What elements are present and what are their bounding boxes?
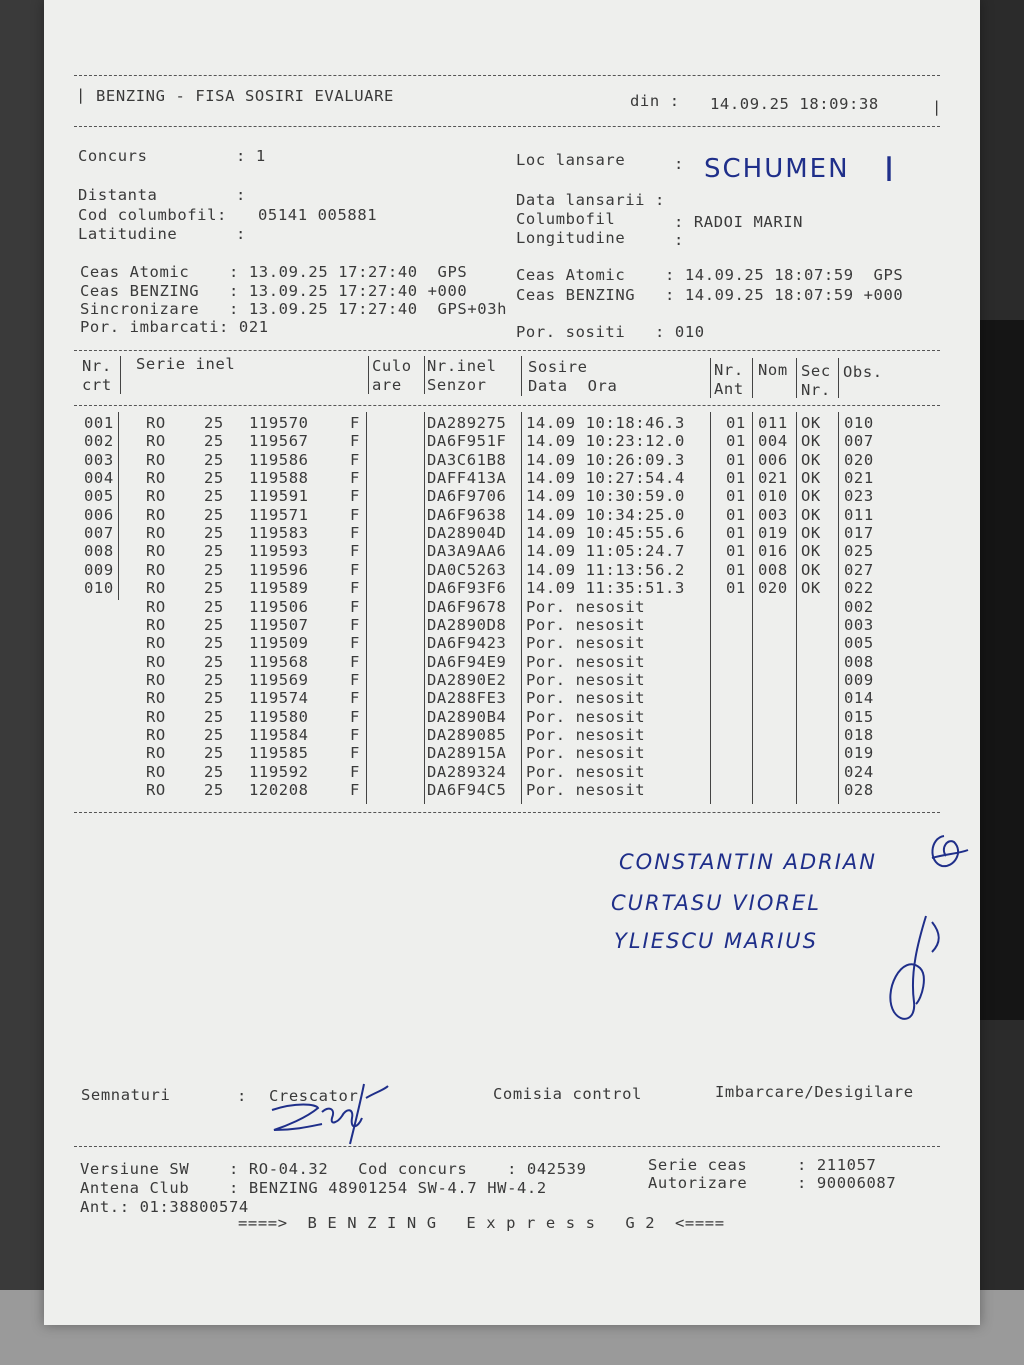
row-antenna: 01 (726, 469, 746, 488)
row-sex: F (350, 524, 360, 543)
row-crt: 005 (84, 487, 114, 506)
row-arrival: 14.09 10:27:54.4 (526, 469, 685, 488)
row-ring-number: 119574 (249, 689, 309, 708)
row-country: RO (146, 432, 166, 451)
header-bar-right: | (932, 98, 942, 116)
row-obs: 010 (844, 414, 874, 432)
row-security: OK (801, 432, 821, 451)
row-ring-number: 119593 (249, 542, 309, 561)
cod-columbofil-label: Cod columbofil: (78, 206, 227, 224)
col-sec: Sec (801, 362, 831, 380)
row-sensor: DA289085 (427, 725, 507, 744)
row-obs: 003 (844, 615, 874, 634)
row-security: OK (801, 560, 821, 579)
row-sensor: DA288FE3 (427, 689, 507, 708)
row-obs: 017 (844, 524, 874, 543)
footer-serie-ceas: Serie ceas : 211057 (648, 1156, 877, 1174)
background-left (0, 0, 48, 1365)
col-separator (710, 358, 711, 398)
row-antenna: 01 (726, 505, 746, 524)
row-obs: 023 (844, 487, 874, 506)
col-nr-ant: Nr. (714, 361, 744, 379)
row-country: RO (146, 725, 166, 744)
row-crt: 007 (84, 524, 114, 543)
row-arrival: 14.09 10:45:55.6 (526, 524, 685, 543)
latitudine-colon: : (236, 225, 246, 243)
col-separator (368, 356, 369, 394)
row-ring-number: 119592 (249, 762, 309, 781)
col-separator (424, 356, 425, 394)
col-obs: Obs. (843, 363, 883, 381)
row-arrival: 14.09 10:30:59.0 (526, 487, 685, 506)
row-arrival: Por. nesosit (526, 762, 646, 781)
row-year: 25 (204, 414, 224, 432)
table-row (44, 653, 980, 671)
divider (74, 126, 940, 127)
divider (74, 350, 940, 351)
divider (74, 1146, 940, 1147)
row-obs: 027 (844, 560, 874, 579)
row-obs: 002 (844, 597, 874, 616)
row-obs: 022 (844, 579, 874, 598)
row-country: RO (146, 505, 166, 524)
table-row (44, 469, 980, 487)
row-crt: 010 (84, 579, 114, 598)
row-obs: 007 (844, 432, 874, 451)
row-sex: F (350, 762, 360, 781)
row-arrival: Por. nesosit (526, 689, 646, 708)
ceas-atomic-left: Ceas Atomic : 13.09.25 17:27:40 GPS (80, 263, 468, 281)
row-arrival: Por. nesosit (526, 615, 646, 634)
row-obs: 018 (844, 725, 874, 744)
date-value: 14.09.25 18:09:38 (710, 95, 879, 113)
row-ring-number: 119506 (249, 597, 309, 616)
footer-brand: ====> B E N Z I N G E x p r e s s G 2 <==== (238, 1214, 725, 1232)
row-arrival: 14.09 11:13:56.2 (526, 560, 685, 579)
latitudine-label: Latitudine (78, 225, 178, 243)
row-country: RO (146, 469, 166, 488)
row-year: 25 (204, 505, 224, 524)
row-obs: 014 (844, 689, 874, 708)
crescator-label: Crescator (269, 1087, 359, 1105)
col-separator (120, 356, 121, 394)
row-crt: 003 (84, 450, 114, 469)
row-year: 25 (204, 450, 224, 469)
row-ring-number: 119586 (249, 450, 309, 469)
col-ant: Ant (714, 380, 744, 398)
row-arrival: 14.09 10:34:25.0 (526, 505, 685, 524)
row-year: 25 (204, 524, 224, 543)
concurs-value: : 1 (236, 147, 266, 165)
row-nominal: 008 (758, 560, 788, 579)
col-separator (521, 356, 522, 396)
row-sex: F (350, 469, 360, 488)
col-nr-inel: Nr.inel (427, 357, 497, 375)
row-year: 25 (204, 615, 224, 634)
row-sensor: DA6F9706 (427, 487, 507, 506)
row-obs: 021 (844, 469, 874, 488)
row-arrival: 14.09 10:23:12.0 (526, 432, 685, 451)
row-sensor: DAFF413A (427, 469, 507, 488)
row-antenna: 01 (726, 414, 746, 432)
ceas-benzing-right: Ceas BENZING : 14.09.25 18:07:59 +000 (516, 286, 904, 304)
row-obs: 005 (844, 634, 874, 653)
row-antenna: 01 (726, 487, 746, 506)
semnaturi-label: Semnaturi (81, 1086, 171, 1104)
table-row (44, 432, 980, 450)
row-sensor: DA6F9423 (427, 634, 507, 653)
col-senzor: Senzor (427, 376, 487, 394)
row-sensor: DA6F951F (427, 432, 507, 451)
table-row (44, 708, 980, 726)
row-ring-number: 119589 (249, 579, 309, 598)
col-culoare-2: are (372, 376, 402, 394)
row-ring-number: 119596 (249, 560, 309, 579)
col-data-ora: Data Ora (528, 377, 618, 395)
row-sex: F (350, 652, 360, 671)
row-sensor: DA6F9638 (427, 505, 507, 524)
row-arrival: Por. nesosit (526, 781, 646, 799)
row-nominal: 010 (758, 487, 788, 506)
loc-lansare-handwritten-suffix: I (884, 150, 897, 190)
row-sensor: DA2890D8 (427, 615, 507, 634)
row-sex: F (350, 597, 360, 616)
row-obs: 015 (844, 707, 874, 726)
row-crt: 009 (84, 560, 114, 579)
row-sex: F (350, 670, 360, 689)
row-obs: 009 (844, 670, 874, 689)
col-serie-inel: Serie inel (136, 355, 236, 373)
row-antenna: 01 (726, 542, 746, 561)
row-ring-number: 119591 (249, 487, 309, 506)
row-year: 25 (204, 744, 224, 763)
row-security: OK (801, 505, 821, 524)
table-row (44, 506, 980, 524)
crescator-signature (266, 1078, 396, 1150)
row-country: RO (146, 634, 166, 653)
row-security: OK (801, 469, 821, 488)
row-crt: 001 (84, 414, 114, 432)
row-sex: F (350, 487, 360, 506)
row-sex: F (350, 450, 360, 469)
row-country: RO (146, 615, 166, 634)
row-year: 25 (204, 707, 224, 726)
footer-antena-id: Ant.: 01:38800574 (80, 1198, 249, 1216)
row-year: 25 (204, 725, 224, 744)
row-obs: 008 (844, 652, 874, 671)
row-year: 25 (204, 579, 224, 598)
columbofil-value: : RADOI MARIN (674, 213, 804, 231)
row-antenna: 01 (726, 560, 746, 579)
columbofil-label: Columbofil (516, 210, 616, 228)
row-country: RO (146, 487, 166, 506)
row-security: OK (801, 579, 821, 598)
col-nom: Nom (758, 361, 788, 379)
row-sex: F (350, 505, 360, 524)
row-ring-number: 119507 (249, 615, 309, 634)
row-sex: F (350, 707, 360, 726)
row-ring-number: 119585 (249, 744, 309, 763)
row-sex: F (350, 542, 360, 561)
row-sensor: DA6F9678 (427, 597, 507, 616)
row-ring-number: 120208 (249, 781, 309, 799)
handwritten-name-1: CONSTANTIN ADRIAN (619, 850, 878, 874)
row-obs: 011 (844, 505, 874, 524)
row-year: 25 (204, 670, 224, 689)
concurs-label: Concurs (78, 147, 148, 165)
row-antenna: 01 (726, 450, 746, 469)
divider (74, 405, 940, 406)
table-row (44, 781, 980, 799)
row-sensor: DA28915A (427, 744, 507, 763)
imbarcare-label: Imbarcare/Desigilare (715, 1083, 914, 1101)
row-year: 25 (204, 469, 224, 488)
row-country: RO (146, 414, 166, 432)
row-sensor: DA2890E2 (427, 670, 507, 689)
printed-sheet (44, 0, 980, 1325)
loc-lansare-label: Loc lansare (516, 151, 626, 169)
row-year: 25 (204, 781, 224, 799)
row-ring-number: 119568 (249, 652, 309, 671)
table-row (44, 542, 980, 560)
row-country: RO (146, 652, 166, 671)
row-country: RO (146, 597, 166, 616)
row-obs: 024 (844, 762, 874, 781)
row-sex: F (350, 579, 360, 598)
row-country: RO (146, 689, 166, 708)
porumbei-sositi: Por. sositi : 010 (516, 323, 705, 341)
row-ring-number: 119509 (249, 634, 309, 653)
table-row (44, 561, 980, 579)
distanta-colon: : (236, 186, 246, 204)
row-obs: 025 (844, 542, 874, 561)
row-arrival: 14.09 10:26:09.3 (526, 450, 685, 469)
table-row (44, 616, 980, 634)
row-nominal: 019 (758, 524, 788, 543)
row-arrival: 14.09 11:05:24.7 (526, 542, 685, 561)
row-antenna: 01 (726, 432, 746, 451)
row-security: OK (801, 487, 821, 506)
row-ring-number: 119571 (249, 505, 309, 524)
row-antenna: 01 (726, 579, 746, 598)
row-arrival: Por. nesosit (526, 634, 646, 653)
signature-mark-1 (924, 832, 970, 874)
sincronizare-left: Sincronizare : 13.09.25 17:27:40 GPS+03h (80, 300, 508, 318)
row-country: RO (146, 707, 166, 726)
footer-autorizare: Autorizare : 90006087 (648, 1174, 897, 1192)
row-year: 25 (204, 762, 224, 781)
data-lansarii-label: Data lansarii : (516, 191, 665, 209)
cod-columbofil-value: 05141 005881 (258, 206, 378, 224)
col-sec-nr: Nr. (801, 381, 831, 399)
loc-lansare-colon: : (674, 155, 684, 173)
porumbei-imbarcati: Por. imbarcati: 021 (80, 318, 269, 336)
row-ring-number: 119584 (249, 725, 309, 744)
row-security: OK (801, 450, 821, 469)
table-row (44, 726, 980, 744)
col-nr: Nr. (82, 357, 112, 375)
row-ring-number: 119583 (249, 524, 309, 543)
semnaturi-colon: : (237, 1087, 247, 1105)
row-sensor: DA3C61B8 (427, 450, 507, 469)
table-row (44, 451, 980, 469)
row-sensor: DA28904D (427, 524, 507, 543)
row-nominal: 006 (758, 450, 788, 469)
row-arrival: 14.09 11:35:51.3 (526, 579, 685, 598)
row-security: OK (801, 414, 821, 432)
row-security: OK (801, 524, 821, 543)
row-sensor: DA2890B4 (427, 707, 507, 726)
row-arrival: Por. nesosit (526, 652, 646, 671)
distanta-label: Distanta (78, 186, 158, 204)
handwritten-name-2: CURTASU VIOREL (611, 891, 821, 915)
document-title: BENZING - FISA SOSIRI EVALUARE (96, 87, 394, 105)
row-antenna: 01 (726, 524, 746, 543)
row-arrival: Por. nesosit (526, 707, 646, 726)
table-row (44, 634, 980, 652)
row-ring-number: 119569 (249, 670, 309, 689)
row-year: 25 (204, 634, 224, 653)
row-arrival: 14.09 10:18:46.3 (526, 414, 685, 432)
table-row (44, 689, 980, 707)
table-row (44, 598, 980, 616)
row-year: 25 (204, 597, 224, 616)
col-separator (752, 358, 753, 398)
table-row (44, 524, 980, 542)
row-sex: F (350, 744, 360, 763)
table-row (44, 744, 980, 762)
row-obs: 028 (844, 781, 874, 799)
row-sex: F (350, 689, 360, 708)
row-obs: 019 (844, 744, 874, 763)
table-row (44, 414, 980, 432)
row-sensor: DA6F93F6 (427, 579, 507, 598)
row-country: RO (146, 670, 166, 689)
row-country: RO (146, 542, 166, 561)
row-sex: F (350, 634, 360, 653)
row-sex: F (350, 414, 360, 432)
footer-antena-line: Antena Club : BENZING 48901254 SW-4.7 HW-4.2 (80, 1179, 547, 1197)
row-country: RO (146, 524, 166, 543)
col-culoare: Culo (372, 357, 412, 375)
row-year: 25 (204, 652, 224, 671)
footer-version-line: Versiune SW : RO-04.32 Cod concurs : 042539 (80, 1160, 587, 1178)
loc-lansare-handwritten: SCHUMEN (704, 154, 850, 184)
row-country: RO (146, 560, 166, 579)
row-nominal: 016 (758, 542, 788, 561)
row-sex: F (350, 615, 360, 634)
col-separator (796, 358, 797, 398)
table-row (44, 487, 980, 505)
row-year: 25 (204, 689, 224, 708)
divider (74, 812, 940, 813)
row-sex: F (350, 560, 360, 579)
row-year: 25 (204, 560, 224, 579)
col-separator (838, 358, 839, 398)
row-country: RO (146, 450, 166, 469)
row-sex: F (350, 432, 360, 451)
row-nominal: 004 (758, 432, 788, 451)
row-country: RO (146, 744, 166, 763)
date-label: din : (630, 92, 680, 110)
row-sensor: DA6F94E9 (427, 652, 507, 671)
row-ring-number: 119567 (249, 432, 309, 451)
row-year: 25 (204, 487, 224, 506)
row-ring-number: 119588 (249, 469, 309, 488)
row-nominal: 011 (758, 414, 788, 432)
table-row (44, 671, 980, 689)
row-ring-number: 119580 (249, 707, 309, 726)
row-sex: F (350, 781, 360, 799)
row-sensor: DA6F94C5 (427, 781, 507, 799)
row-year: 25 (204, 432, 224, 451)
header-bar-left: | (76, 86, 86, 104)
longitudine-label: Longitudine (516, 229, 626, 247)
comisia-control-label: Comisia control (493, 1085, 642, 1103)
row-sensor: DA0C5263 (427, 560, 507, 579)
row-crt: 008 (84, 542, 114, 561)
row-nominal: 020 (758, 579, 788, 598)
row-nominal: 021 (758, 469, 788, 488)
row-sensor: DA289324 (427, 762, 507, 781)
divider (74, 75, 940, 76)
longitudine-colon: : (674, 231, 684, 249)
row-sensor: DA3A9AA6 (427, 542, 507, 561)
row-country: RO (146, 762, 166, 781)
row-crt: 004 (84, 469, 114, 488)
row-arrival: Por. nesosit (526, 744, 646, 763)
ceas-benzing-left: Ceas BENZING : 13.09.25 17:27:40 +000 (80, 282, 468, 300)
row-crt: 006 (84, 505, 114, 524)
row-crt: 002 (84, 432, 114, 451)
row-ring-number: 119570 (249, 414, 309, 432)
col-crt: crt (82, 376, 112, 394)
row-security: OK (801, 542, 821, 561)
row-arrival: Por. nesosit (526, 725, 646, 744)
row-arrival: Por. nesosit (526, 597, 646, 616)
table-row (44, 579, 980, 597)
row-sensor: DA289275 (427, 414, 507, 432)
row-country: RO (146, 781, 166, 799)
row-country: RO (146, 579, 166, 598)
ceas-atomic-right: Ceas Atomic : 14.09.25 18:07:59 GPS (516, 266, 904, 284)
signature-mark-2 (862, 912, 952, 1028)
row-obs: 020 (844, 450, 874, 469)
row-sex: F (350, 725, 360, 744)
col-sosire: Sosire (528, 358, 588, 376)
handwritten-name-3: YLIESCU MARIUS (614, 929, 818, 953)
row-nominal: 003 (758, 505, 788, 524)
table-row (44, 763, 980, 781)
row-arrival: Por. nesosit (526, 670, 646, 689)
row-year: 25 (204, 542, 224, 561)
